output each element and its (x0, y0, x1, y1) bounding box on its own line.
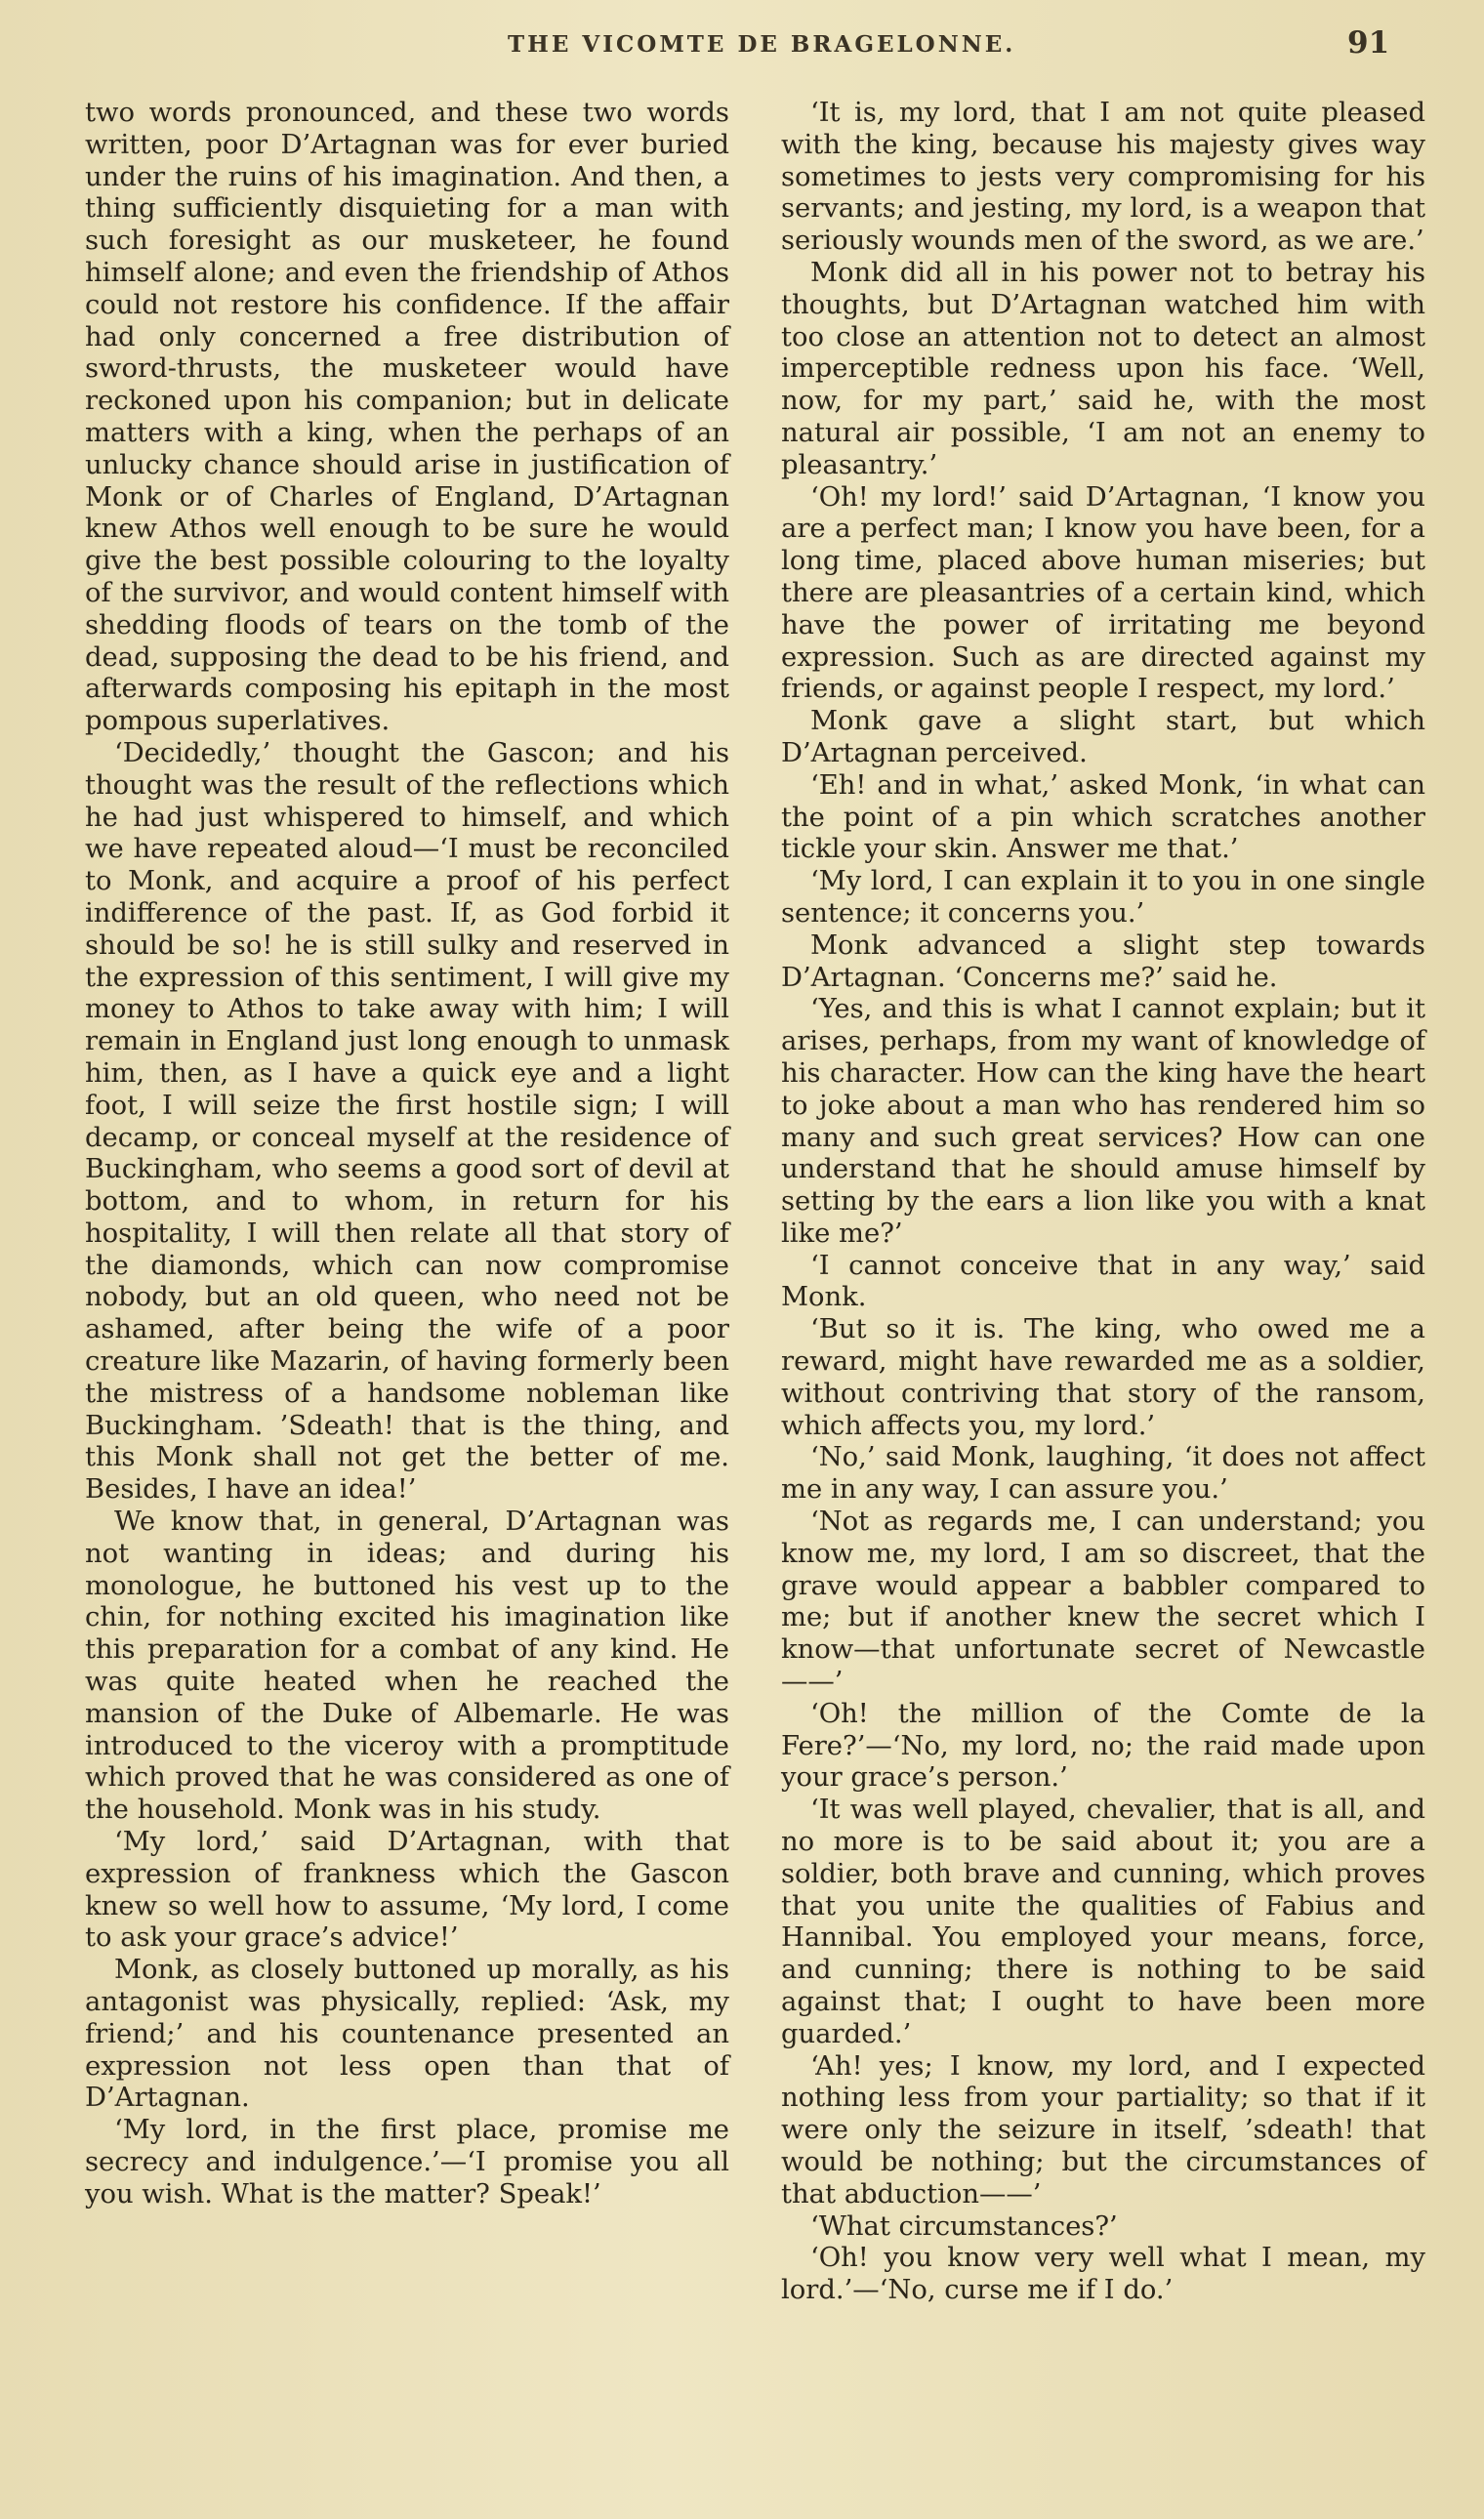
paragraph: ‘It was well played, chevalier, that is all, and no more is to be said about it; you are a soldier, both brave and cunning, which proves that you unite the qualities of Fabius and Hannibal. You employed your means, force, and cunning; there is nothing to be said against that; I ought to have been more guarded.’ (781, 1795, 1425, 2049)
paragraph: ‘What circumstances?’ (810, 2210, 1118, 2242)
paragraph: ‘But so it is. The king, who owed me a reward, might have rewarded me as a soldier, without contriving that story of the ransom, which affects you, my lord.’ (781, 1314, 1425, 1441)
page-number: 91 (1347, 25, 1390, 61)
paragraph: ‘Oh! you know very well what I mean, my lord.’—‘No, curse me if I do.’ (781, 2243, 1425, 2306)
paragraph: Monk, as closely buttoned up morally, as his antagonist was physically, replied: ‘Ask, my friend;’ and his countenance presented an expression not less open than that of D’Artagnan. (85, 1955, 729, 2114)
paragraph: ‘Yes, and this is what I cannot explain; but it arises, perhaps, from my want of knowledge of his character. How can the king have the heart to joke about a man who has rendered him so many and such great services? How can one understand that he should amuse himself by setting by the ears a lion like you with a knat like me?’ (781, 994, 1425, 1249)
paragraph: ‘Oh! the million of the Comte de la Fere?’—‘No, my lord, no; the raid made upon your grace’s person.’ (781, 1698, 1425, 1794)
paragraph: two words pronounced, and these two words written, poor D’Artagnan was for ever buried under the ruins of his imagination. And then, a thing sufficiently disquieting for a man with such foresight as our musketeer, he found himself alone; and even the friendship of Athos could not restore his confidence. If the affair had only concerned a free distribution of sword-thrusts, the musketeer would have reckoned upon his companion; but in delicate matters with a king, when the perhaps of an unlucky chance should arise in justification of Monk or of Charles of England, D’Artagnan knew Athos well enough to be sure he would give the best possible colouring to the loyalty of the survivor, and would content himself with shedding floods of tears on the tomb of the dead, supposing the dead to be his friend, and afterwards composing his epitaph in the most pompous superlatives. (85, 98, 729, 737)
paragraph: We know that, in general, D’Artagnan was not wanting in ideas; and during his monologue, he buttoned his vest up to the chin, for nothing excited his imagination like this preparation for a combat of any kind. He was quite heated when he reached the mansion of the Duke of Albemarle. He was introduced to the viceroy with a promptitude which proved that he was considered as one of the household. Monk was in his study. (85, 1507, 729, 1826)
paragraph: ‘No,’ said Monk, laughing, ‘it does not affect me in any way, I can assure you.’ (781, 1442, 1425, 1506)
paragraph: Monk did all in his power not to betray his thoughts, but D’Artagnan watched him with too close an attention not to detect an almost imperceptible redness upon his face. ‘Well, now, for my part,’ said he, with the most natural air possible, ‘I am not an enemy to pleasantry.’ (781, 257, 1425, 480)
paragraph: ‘Oh! my lord!’ said D’Artagnan, ‘I know you are a perfect man; I know you have been, for a long time, placed above human miseries; but there are pleasantries of a certain kind, which have the power of irritating me beyond expression. Such as are directed against my friends, or against people I respect, my lord.’ (781, 481, 1425, 705)
paragraph: ‘I cannot conceive that in any way,’ said Monk. (781, 1250, 1425, 1313)
paragraph: ‘My lord, in the first place, promise me secrecy and indulgence.’—‘I promise you all you wish. What is the matter? Speak!’ (85, 2115, 729, 2209)
paragraph: ‘Decidedly,’ thought the Gascon; and his thought was the result of the reflections which he had just whispered to himself, and which we have repeated aloud—‘I must be reconciled to Monk, and acquire a proof of his perfect indifference of the past. If, as God forbid it should be so! he is still sulky and reserved in the expression of this sentiment, I will give my money to Athos to take away with him; I will remain in England just long enough to unmask him, then, as I have a quick eye and a light foot, I will seize the first hostile sign; I will decamp, or conceal myself at the residence of Buckingham, who seems a good sort of devil at bottom, and to whom, in return for his hospitality, I will then relate all that story of the diamonds, which can now compromise nobody, but an old queen, who need not be ashamed, after being the wife of a poor creature like Mazarin, of having formerly been the mistress of a handsome nobleman like Buckingham. ’Sdeath! that is the thing, and this Monk shall not get the better of me. Besides, I have an idea!’ (85, 737, 729, 1506)
page-header (0, 25, 1484, 64)
paragraph: ‘My lord, I can explain it to you in one single sentence; it concerns you.’ (781, 866, 1425, 929)
left-column (85, 98, 729, 2211)
running-title: THE VICOMTE DE BRAGELONNE. (508, 31, 1016, 58)
paragraph: Monk gave a slight start, but which D’Artagnan perceived. (781, 706, 1425, 768)
paragraph: ‘Eh! and in what,’ asked Monk, ‘in what can the point of a pin which scratches another tickle your skin. Answer me that.’ (781, 769, 1425, 865)
paragraph: Monk advanced a slight step towards D’Artagnan. ‘Concerns me?’ said he. (781, 929, 1425, 993)
right-column (781, 98, 1425, 2307)
paragraph: ‘Ah! yes; I know, my lord, and I expected nothing less from your partiality; so that if it were only the seizure in itself, ’sdeath! that would be nothing; but the circumstances of that abduction——’ (781, 2050, 1425, 2209)
paragraph: ‘Not as regards me, I can understand; you know me, my lord, I am so discreet, that the grave would appear a babbler compared to me; but if another knew the secret which I know—that unfortunate secret of Newcastle——’ (781, 1507, 1425, 1698)
paragraph: ‘It is, my lord, that I am not quite pleased with the king, because his majesty gives way sometimes to jests very compromising for his servants; and jesting, my lord, is a weapon that seriously wounds men of the sword, as we are.’ (781, 98, 1425, 257)
paragraph: ‘My lord,’ said D’Artagnan, with that expression of frankness which the Gascon knew so well how to assume, ‘My lord, I come to ask your grace’s advice!’ (85, 1827, 729, 1954)
